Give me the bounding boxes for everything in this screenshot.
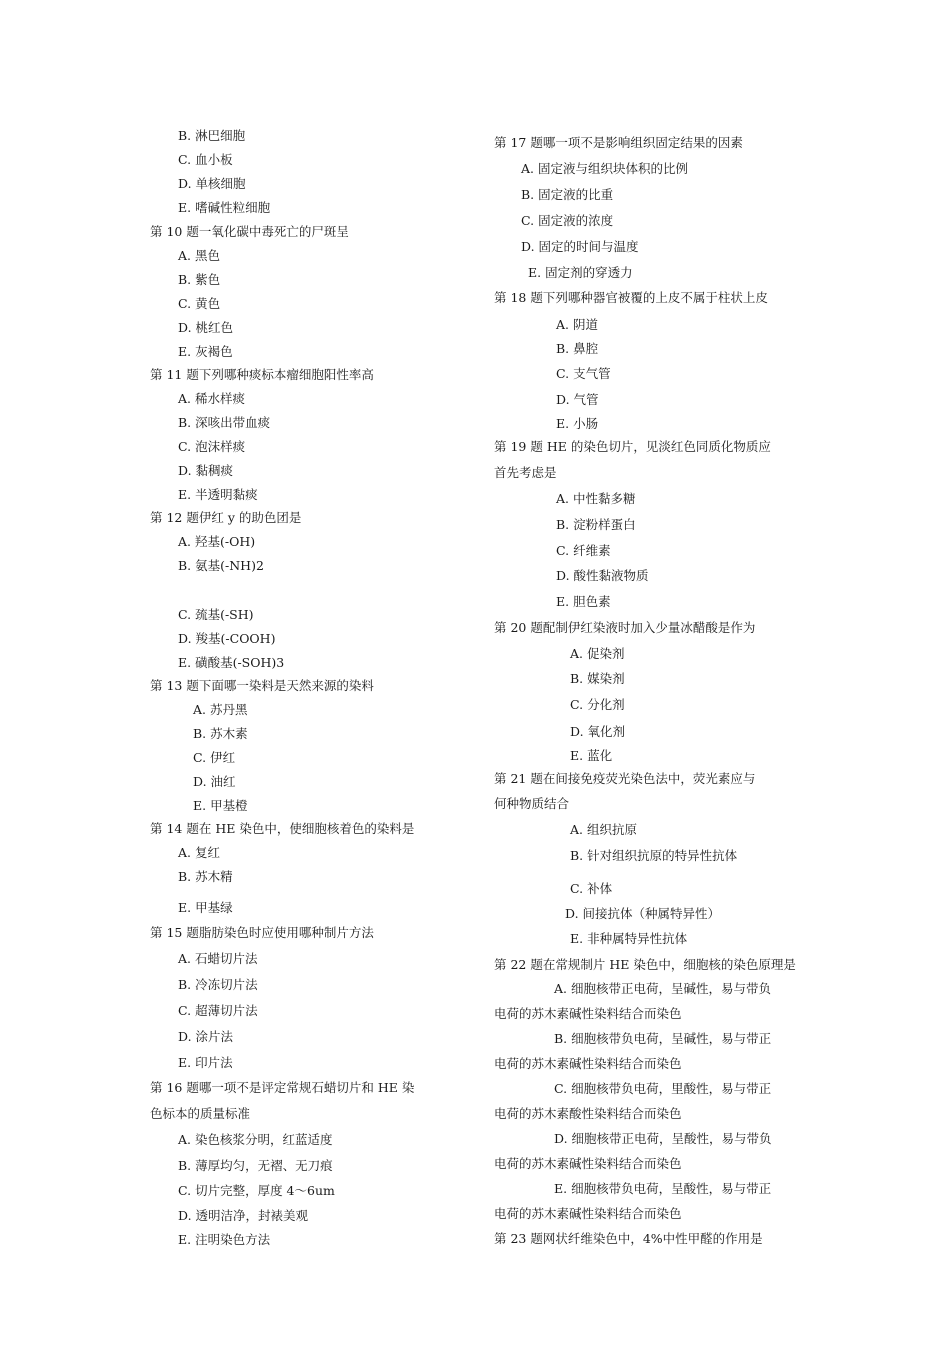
text-line: B. 冷冻切片法: [178, 977, 258, 992]
text-line: E. 甲基绿: [178, 900, 233, 915]
text-line: C. 巯基(-SH): [178, 607, 254, 622]
text-line: D. 黏稠痰: [178, 463, 234, 478]
text-line: E. 小肠: [556, 416, 599, 431]
text-line: B. 媒染剂: [570, 671, 625, 686]
text-line: D. 单核细胞: [178, 176, 246, 191]
text-line: B. 细胞核带负电荷，呈碱性，易与带正: [554, 1031, 772, 1046]
question-text: 第 13 题下面哪一染料是天然来源的染料: [150, 678, 374, 693]
text-line: B. 深咳出带血痰: [178, 415, 271, 430]
text-line: C. 伊红: [193, 750, 236, 765]
text-line: E. 固定剂的穿透力: [528, 265, 633, 280]
question-text: 第 21 题在间接免疫荧光染色法中，荧光素应与: [494, 771, 756, 786]
text-line: E. 注明染色方法: [178, 1232, 271, 1247]
text-line: C. 补体: [570, 881, 613, 896]
text-line: E. 非种属特异性抗体: [570, 931, 688, 946]
text-line: D. 涂片法: [178, 1029, 234, 1044]
text-line: 电荷的苏木素碱性染料结合而染色: [494, 1206, 682, 1221]
text-line: C. 超薄切片法: [178, 1003, 258, 1018]
text-line: B. 氨基(-NH)2: [178, 558, 264, 573]
text-line: B. 淀粉样蛋白: [556, 517, 636, 532]
question-text: 第 23 题网状纤维染色中，4%中性甲醛的作用是: [494, 1231, 763, 1246]
text-line: A. 羟基(-OH): [178, 534, 256, 549]
text-line: A. 中性黏多糖: [556, 491, 636, 506]
text-line: A. 黑色: [178, 248, 220, 263]
text-line: E. 印片法: [178, 1055, 233, 1070]
question-text: 第 14 题在 HE 染色中，使细胞核着色的染料是: [150, 821, 415, 836]
text-line: 色标本的质量标准: [150, 1106, 251, 1121]
text-line: A. 石蜡切片法: [178, 951, 258, 966]
text-line: B. 淋巴细胞: [178, 128, 246, 143]
text-line: D. 桃红色: [178, 320, 234, 335]
text-line: B. 鼻腔: [556, 341, 599, 356]
text-line: A. 染色核浆分明，红蓝适度: [178, 1132, 333, 1147]
text-line: 电荷的苏木素酸性染料结合而染色: [494, 1106, 682, 1121]
text-line: C. 切片完整，厚度 4～6um: [178, 1183, 335, 1198]
text-line: A. 细胞核带正电荷，呈碱性，易与带负: [554, 981, 771, 996]
text-line: C. 分化剂: [570, 697, 625, 712]
text-line: D. 氧化剂: [570, 724, 626, 739]
text-line: C. 细胞核带负电荷，里酸性，易与带正: [554, 1081, 772, 1096]
question-text: 第 16 题哪一项不是评定常规石蜡切片和 HE 染: [150, 1080, 415, 1095]
text-line: E. 甲基橙: [193, 798, 248, 813]
text-line: B. 针对组织抗原的特异性抗体: [570, 848, 738, 863]
text-line: 电荷的苏木素碱性染料结合而染色: [494, 1156, 682, 1171]
question-text: 第 18 题下列哪种器官被覆的上皮不属于柱状上皮: [494, 290, 768, 305]
text-line: D. 酸性黏液物质: [556, 568, 649, 583]
text-line: A. 固定液与组织块体积的比例: [521, 161, 688, 176]
text-line: C. 血小板: [178, 152, 233, 167]
text-line: A. 稀水样痰: [178, 391, 245, 406]
question-text: 第 10 题一氧化碳中毒死亡的尸斑呈: [150, 224, 349, 239]
text-line: B. 苏木精: [178, 869, 233, 884]
text-line: C. 固定液的浓度: [521, 213, 614, 228]
question-text: 第 17 题哪一项不是影响组织固定结果的因素: [494, 135, 743, 150]
question-text: 第 15 题脂肪染色时应使用哪种制片方法: [150, 925, 374, 940]
text-line: E. 胆色素: [556, 594, 611, 609]
text-line: A. 复红: [178, 845, 220, 860]
question-text: 第 12 题伊红 y 的助色团是: [150, 510, 302, 525]
text-line: A. 组织抗原: [570, 822, 637, 837]
text-line: D. 固定的时间与温度: [521, 239, 639, 254]
text-line: 电荷的苏木素碱性染料结合而染色: [494, 1056, 682, 1071]
question-text: 第 19 题 HE 的染色切片，见淡红色同质化物质应: [494, 439, 771, 454]
text-line: A. 苏丹黑: [193, 702, 248, 717]
text-line: E. 磺酸基(-SOH)3: [178, 655, 285, 670]
text-line: B. 苏木素: [193, 726, 248, 741]
text-line: C. 支气管: [556, 366, 611, 381]
text-line: A. 阴道: [556, 317, 598, 332]
question-text: 第 22 题在常规制片 HE 染色中，细胞核的染色原理是: [494, 957, 796, 972]
text-line: E. 半透明黏痰: [178, 487, 258, 502]
text-line: D. 油红: [193, 774, 236, 789]
text-line: C. 泡沫样痰: [178, 439, 246, 454]
text-line: B. 紫色: [178, 272, 221, 287]
text-line: 电荷的苏木素碱性染料结合而染色: [494, 1006, 682, 1021]
text-line: A. 促染剂: [570, 646, 625, 661]
question-text: 第 20 题配制伊红染液时加入少量冰醋酸是作为: [494, 620, 756, 635]
text-line: D. 气管: [556, 392, 599, 407]
text-line: 首先考虑是: [494, 465, 557, 480]
text-line: E. 蓝化: [570, 748, 613, 763]
question-text: 第 11 题下列哪种痰标本瘤细胞阳性率高: [150, 367, 374, 382]
text-line: E. 嗜碱性粒细胞: [178, 200, 271, 215]
text-line: B. 薄厚均匀，无褶、无刀痕: [178, 1158, 333, 1173]
text-line: D. 透明洁净，封裱美观: [178, 1208, 309, 1223]
text-line: D. 羧基(-COOH): [178, 631, 276, 646]
text-line: B. 固定液的比重: [521, 187, 614, 202]
text-line: D. 间接抗体（种属特异性）: [565, 906, 721, 921]
text-line: 何种物质结合: [494, 796, 570, 811]
text-line: E. 细胞核带负电荷，呈酸性，易与带正: [554, 1181, 772, 1196]
text-line: C. 纤维素: [556, 543, 611, 558]
text-line: D. 细胞核带正电荷，呈酸性，易与带负: [554, 1131, 772, 1146]
text-line: E. 灰褐色: [178, 344, 233, 359]
text-line: C. 黄色: [178, 296, 221, 311]
